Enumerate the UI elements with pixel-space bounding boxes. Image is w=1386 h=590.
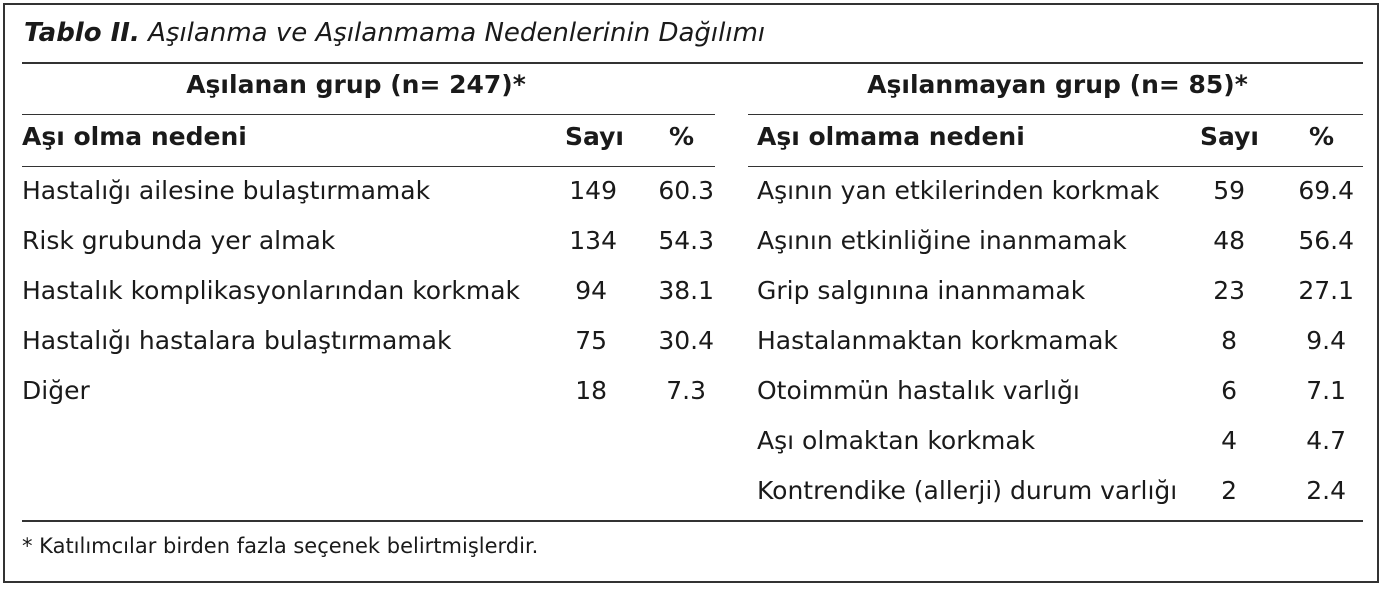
table-caption-label: Tablo II. [24, 18, 140, 48]
left-group-rule [22, 114, 715, 115]
right-row-count: 6 [1221, 376, 1237, 405]
bottom-rule [22, 520, 1363, 522]
left-group-heading: Aşılanan grup (n= 247)* [186, 70, 526, 99]
left-row-percent: 60.3 [658, 176, 714, 205]
left-row-count: 134 [569, 226, 617, 255]
left-row-count: 94 [575, 276, 607, 305]
right-row-percent: 2.4 [1306, 476, 1346, 505]
right-col-percent-header: % [1309, 122, 1335, 151]
right-row-percent: 4.7 [1306, 426, 1346, 455]
right-row-reason: Aşının yan etkilerinden korkmak [757, 176, 1160, 205]
right-header-rule [748, 166, 1363, 167]
left-col-count-header: Sayı [565, 122, 624, 151]
table-caption [24, 18, 765, 48]
right-row-percent: 69.4 [1298, 176, 1354, 205]
table-caption-title: Aşılanma ve Aşılanmama Nedenlerinin Dağılımı [148, 18, 766, 48]
right-group-heading: Aşılanmayan grup (n= 85)* [867, 70, 1248, 99]
right-row-reason: Aşı olmaktan korkmak [757, 426, 1036, 455]
left-header-rule [22, 166, 715, 167]
left-row-reason: Risk grubunda yer almak [22, 226, 336, 255]
right-row-count: 8 [1221, 326, 1237, 355]
right-row-reason: Hastalanmaktan korkmamak [757, 326, 1118, 355]
left-row-reason: Diğer [22, 376, 90, 405]
right-row-count: 4 [1221, 426, 1237, 455]
left-row-reason: Hastalık komplikasyonlarından korkmak [22, 276, 520, 305]
right-row-count: 23 [1213, 276, 1245, 305]
right-row-reason: Aşının etkinliğine inanmamak [757, 226, 1127, 255]
right-row-percent: 56.4 [1298, 226, 1354, 255]
left-row-count: 75 [575, 326, 607, 355]
table-footnote: * Katılımcılar birden fazla seçenek belirtmişlerdir. [22, 534, 539, 558]
right-row-count: 2 [1221, 476, 1237, 505]
left-row-percent: 7.3 [666, 376, 706, 405]
right-row-percent: 27.1 [1298, 276, 1354, 305]
right-col-count-header: Sayı [1200, 122, 1259, 151]
right-row-count: 59 [1213, 176, 1245, 205]
right-row-reason: Grip salgınına inanmamak [757, 276, 1086, 305]
left-row-reason: Hastalığı ailesine bulaştırmamak [22, 176, 431, 205]
left-col-reason-header: Aşı olma nedeni [22, 122, 247, 151]
right-row-reason: Otoimmün hastalık varlığı [757, 376, 1080, 405]
left-row-count: 149 [569, 176, 617, 205]
top-rule [22, 62, 1363, 64]
left-col-percent-header: % [669, 122, 695, 151]
left-row-count: 18 [575, 376, 607, 405]
right-group-rule [748, 114, 1363, 115]
right-row-percent: 9.4 [1306, 326, 1346, 355]
right-row-percent: 7.1 [1306, 376, 1346, 405]
left-row-percent: 54.3 [658, 226, 714, 255]
right-row-reason: Kontrendike (allerji) durum varlığı [757, 476, 1178, 505]
left-row-percent: 38.1 [658, 276, 714, 305]
right-row-count: 48 [1213, 226, 1245, 255]
left-row-percent: 30.4 [658, 326, 714, 355]
left-row-reason: Hastalığı hastalara bulaştırmamak [22, 326, 452, 355]
right-col-reason-header: Aşı olmama nedeni [757, 122, 1025, 151]
